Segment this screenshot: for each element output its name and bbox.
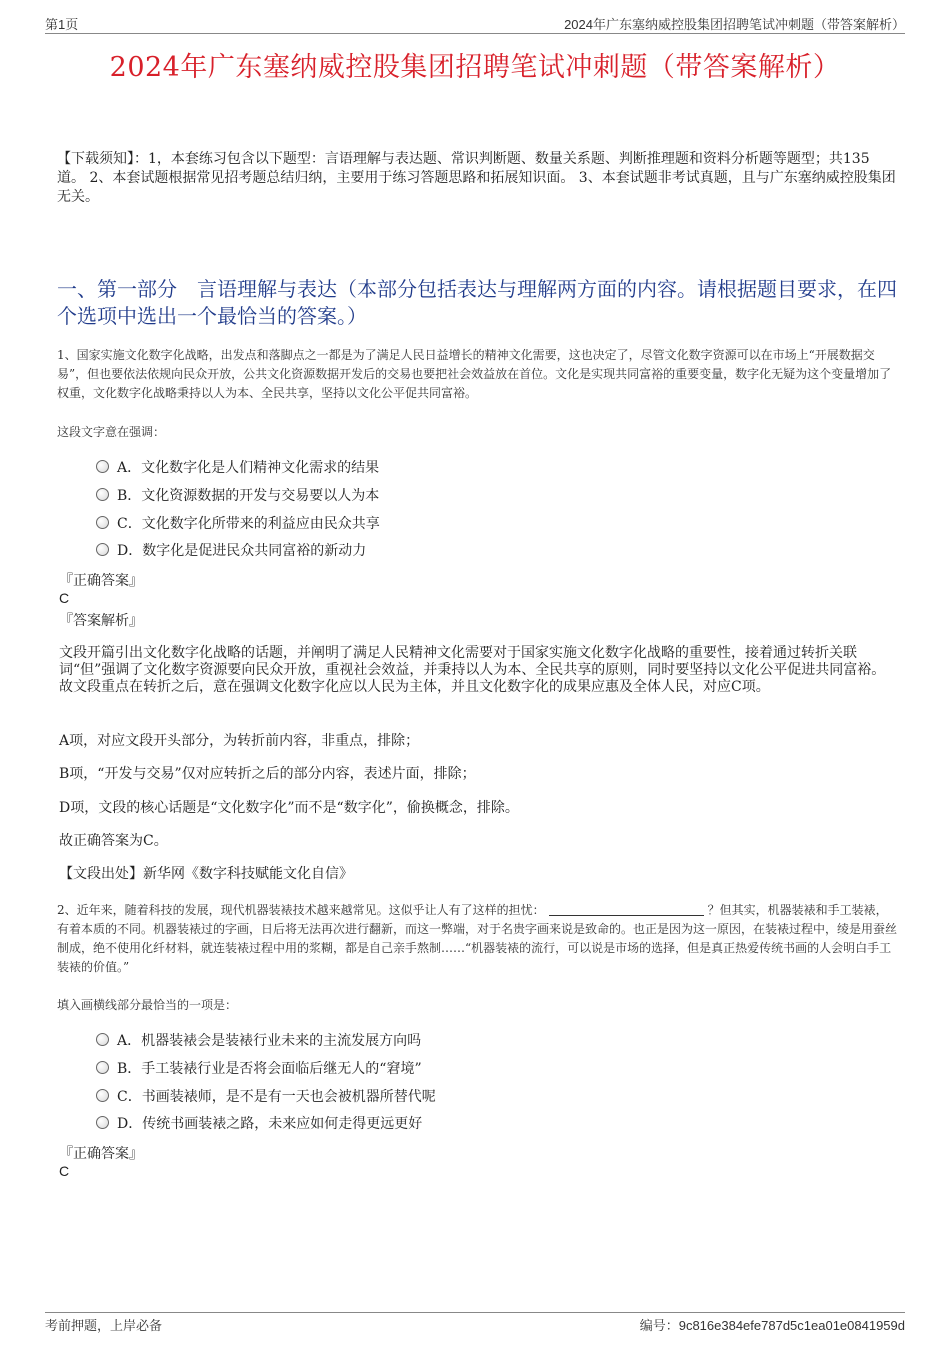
q1-option-a[interactable]	[96, 457, 379, 477]
option-text: 书画装裱师，是不是有一天也会被机器所替代呢	[141, 1089, 436, 1105]
q1-note-a: A项，对应文段开头部分，为转折前内容，非重点，排除；	[59, 733, 420, 749]
q2-option-a[interactable]	[96, 1030, 421, 1050]
footer-code-value: 9c816e384efe787d5c1ea01e0841959d	[678, 1318, 905, 1333]
download-notice: 【下载须知】：1，本套练习包含以下题型：言语理解与表达题、常识判断题、数量关系题、判断推理题和资料分析题等题型；共135道。 2、本套试题根据常见招考题总结归纳，主要用于练习答题思路和拓展知识面。 3、本套试题非考试真题，且与广东塞纳威控股集团无关。	[57, 151, 896, 205]
option-key: C．	[117, 516, 142, 532]
section-heading: 一、第一部分 言语理解与表达（本部分包括表达与理解两方面的内容。请根据题目要求，在四个选项中选出一个最恰当的答案。）	[57, 277, 897, 328]
fill-blank	[549, 903, 704, 916]
question-1-prompt: 这段文字意在强调：	[57, 425, 166, 439]
option-text: 手工装裱行业是否将会面临后继无人的“窘境”	[141, 1061, 422, 1077]
q1-note-b: B项，“开发与交易”仅对应转折之后的部分内容，表述片面，排除；	[59, 766, 476, 782]
q2-answer: C	[59, 1163, 70, 1179]
q1-analysis-label: 『答案解析』	[59, 613, 143, 629]
option-text: 数字化是促进民众共同富裕的新动力	[142, 543, 367, 559]
option-text: 机器装裱会是装裱行业未来的主流发展方向吗	[141, 1033, 422, 1049]
radio-icon[interactable]	[96, 1089, 109, 1102]
footer-code	[640, 1315, 905, 1334]
option-key: D．	[117, 1116, 143, 1132]
radio-icon[interactable]	[96, 543, 109, 556]
radio-icon[interactable]	[96, 488, 109, 501]
radio-icon[interactable]	[96, 1116, 109, 1129]
q1-conclusion: 故正确答案为C。	[59, 833, 168, 849]
option-key: B．	[117, 1061, 142, 1077]
radio-icon[interactable]	[96, 1033, 109, 1046]
q1-option-c[interactable]	[96, 513, 380, 533]
q2-answer-label: 『正确答案』	[59, 1146, 143, 1162]
q1-option-b[interactable]	[96, 485, 379, 505]
q1-note-d: D项，文段的核心话题是“文化数字化”而不是“数字化”，偷换概念，排除。	[59, 800, 519, 816]
q1-source: 【文段出处】新华网《数字科技赋能文化自信》	[59, 866, 353, 882]
footer-slogan: 考前押题，上岸必备	[45, 1319, 163, 1334]
q1-answer: C	[59, 590, 70, 606]
option-key: A．	[117, 1033, 142, 1049]
option-text: 文化数字化所带来的利益应由民众共享	[141, 516, 380, 532]
page-title: 2024年广东塞纳威控股集团招聘笔试冲刺题（带答案解析）	[109, 52, 841, 83]
q1-option-d[interactable]	[96, 540, 366, 560]
option-key: C．	[117, 1089, 142, 1105]
option-text: 文化资源数据的开发与交易要以人为本	[141, 488, 380, 504]
q1-analysis: 文段开篇引出文化数字化战略的话题，并阐明了满足人民精神文化需要对于国家实施文化数字化战略的重要性，接着通过转折关联词“但”强调了文化数字资源要向民众开放，重视社会效益，并秉持以人为本、全民共享的原则，同时要坚持以文化公平促进共同富裕。故文段重点在转折之后，意在强调文化数字化应以人民为主体，并且文化数字化的成果应惠及全体人民，对应C项。	[59, 645, 886, 695]
footer-divider	[45, 1312, 905, 1313]
option-key: A．	[117, 460, 142, 476]
radio-icon[interactable]	[96, 460, 109, 473]
footer-code-label: 编号：	[639, 1319, 679, 1334]
radio-icon[interactable]	[96, 1061, 109, 1074]
question-2-text-before: 2、近年来，随着科技的发展，现代机器装裱技术越来越常见。这似乎让人有了这样的担忧：	[57, 903, 545, 917]
question-1-text: 1、国家实施文化数字化战略，出发点和落脚点之一都是为了满足人民日益增长的精神文化需要，这也决定了，尽管文化数字资源可以在市场上“开展数据交易”，但也要依法依规向民众开放，公共文化资源数据开发后的交易也要把社会效益放在首位。文化是实现共同富裕的重要变量，数字化无疑为这个变量增加了权重，文化数字化战略秉持以人为本、全民共享，坚持以文化公平促共同富裕。	[57, 348, 892, 400]
option-text: 文化数字化是人们精神文化需求的结果	[141, 460, 380, 476]
question-2-text-after: ？但其实，机器装裱和手工装裱，有着本质的不同。机器装裱过的字画，日后将无法再次进行翻新，而这一弊端，对于名贵字画来说是致命的。也正是因为这一原因，在装裱过程中，绫是用蚕丝制成，绝不使用化纤材料，就连装裱过程中用的浆糊，都是自己亲手熬制……“机器装裱的流行，可以说是市场的选择，但是真正热爱传统书画的人会明白手工装裱的价值。”	[57, 903, 898, 974]
question-2-prompt: 填入画横线部分最恰当的一项是：	[57, 998, 238, 1012]
q1-answer-label: 『正确答案』	[59, 573, 143, 589]
option-key: B．	[117, 488, 142, 504]
header-divider	[45, 33, 905, 34]
page-number: 第1页	[45, 17, 79, 32]
question-2-text	[57, 901, 897, 977]
option-text: 传统书画装裱之路，未来应如何走得更远更好	[142, 1116, 423, 1132]
q2-option-b[interactable]	[96, 1058, 422, 1078]
header-doc-title: 2024年广东塞纳威控股集团招聘笔试冲刺题（带答案解析）	[564, 17, 905, 32]
option-key: D．	[117, 543, 143, 559]
q2-option-d[interactable]	[96, 1113, 422, 1133]
radio-icon[interactable]	[96, 516, 109, 529]
q2-option-c[interactable]	[96, 1086, 436, 1106]
